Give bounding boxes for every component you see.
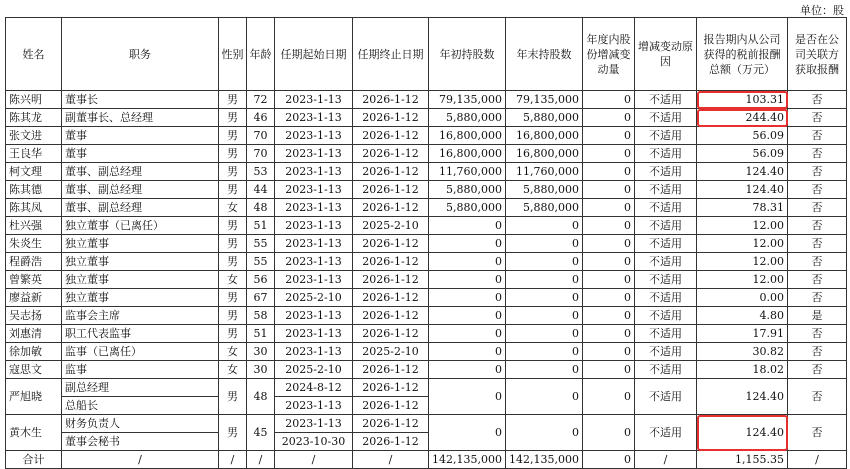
cell-share-change: 0 — [583, 289, 635, 307]
cell-related-pay: 否 — [788, 217, 847, 235]
cell-shares-end: 11,760,000 — [506, 163, 583, 181]
cell-shares-end: 0 — [506, 289, 583, 307]
header-term-start: 任期起始日期 — [275, 18, 353, 91]
cell-gender: 男 — [219, 217, 247, 235]
header-shares-begin: 年初持股数 — [429, 18, 506, 91]
cell-position: 独立董事 — [62, 271, 219, 289]
cell-shares-begin: 0 — [429, 217, 506, 235]
cell-age: 55 — [247, 235, 275, 253]
cell-term-end: 2026-1-12 — [353, 253, 429, 271]
cell-position: 独立董事 — [62, 289, 219, 307]
cell-gender: 男 — [219, 325, 247, 343]
cell-change-reason: 不适用 — [635, 415, 697, 451]
cell-shares-end: 0 — [506, 325, 583, 343]
cell-shares-end: 5,880,000 — [506, 181, 583, 199]
cell-shares-begin: 0 — [429, 253, 506, 271]
cell-related-pay: 否 — [788, 109, 847, 127]
table-row — [6, 145, 847, 163]
cell-change-reason: 不适用 — [635, 91, 697, 109]
cell-term-start: 2025-2-10 — [275, 289, 353, 307]
cell-name: 柯文理 — [6, 163, 62, 181]
cell-term-start: 2023-1-13 — [275, 199, 353, 217]
cell-share-change: 0 — [583, 235, 635, 253]
cell-pay: 56.09 — [697, 127, 788, 145]
cell-gender: 男 — [219, 127, 247, 145]
total-cell-age: / — [247, 451, 275, 469]
cell-term-end: 2026-1-12 — [353, 289, 429, 307]
table-row — [6, 343, 847, 361]
cell-term-start: 2024-8-12 — [275, 379, 353, 397]
cell-name: 寇思文 — [6, 361, 62, 379]
cell-shares-begin: 16,800,000 — [429, 145, 506, 163]
cell-age: 67 — [247, 289, 275, 307]
table-row — [6, 181, 847, 199]
cell-shares-begin: 11,760,000 — [429, 163, 506, 181]
cell-term-end: 2026-1-12 — [353, 235, 429, 253]
cell-name: 陈其德 — [6, 181, 62, 199]
cell-position: 董事、副总经理 — [62, 199, 219, 217]
cell-gender: 男 — [219, 307, 247, 325]
cell-related-pay: 否 — [788, 145, 847, 163]
cell-pay: 124.40 — [697, 379, 788, 415]
cell-gender: 男 — [219, 91, 247, 109]
cell-term-start: 2023-10-30 — [275, 433, 353, 451]
cell-position: 独立董事（已离任） — [62, 217, 219, 235]
cell-shares-end: 16,800,000 — [506, 145, 583, 163]
cell-name: 陈兴明 — [6, 91, 62, 109]
cell-change-reason: 不适用 — [635, 289, 697, 307]
cell-pay: 124.40 — [697, 163, 788, 181]
cell-shares-begin: 5,880,000 — [429, 109, 506, 127]
cell-position: 董事、副总经理 — [62, 181, 219, 199]
cell-gender: 男 — [219, 235, 247, 253]
cell-change-reason: 不适用 — [635, 325, 697, 343]
cell-share-change: 0 — [583, 379, 635, 415]
cell-term-end: 2026-1-12 — [353, 127, 429, 145]
cell-pay: 124.40 — [697, 415, 788, 451]
cell-term-end: 2026-1-12 — [353, 433, 429, 451]
cell-related-pay: 否 — [788, 361, 847, 379]
cell-name: 陈其龙 — [6, 109, 62, 127]
cell-change-reason: 不适用 — [635, 109, 697, 127]
cell-term-start: 2023-1-13 — [275, 91, 353, 109]
table-row — [6, 217, 847, 235]
cell-pay: 0.00 — [697, 289, 788, 307]
cell-shares-end: 0 — [506, 217, 583, 235]
cell-term-end: 2026-1-12 — [353, 145, 429, 163]
cell-shares-end: 0 — [506, 253, 583, 271]
cell-share-change: 0 — [583, 361, 635, 379]
cell-position: 董事长 — [62, 91, 219, 109]
cell-term-start: 2023-1-13 — [275, 253, 353, 271]
cell-change-reason: 不适用 — [635, 379, 697, 415]
cell-gender: 男 — [219, 253, 247, 271]
cell-age: 30 — [247, 361, 275, 379]
table-row — [6, 307, 847, 325]
cell-shares-begin: 5,880,000 — [429, 199, 506, 217]
header-gender: 性别 — [219, 18, 247, 91]
cell-related-pay: 否 — [788, 199, 847, 217]
header-shares-end: 年末持股数 — [506, 18, 583, 91]
cell-position: 总船长 — [62, 397, 219, 415]
cell-term-start: 2023-1-13 — [275, 271, 353, 289]
table-row — [6, 379, 847, 397]
cell-gender: 女 — [219, 361, 247, 379]
cell-name: 廖益新 — [6, 289, 62, 307]
header-name: 姓名 — [6, 18, 62, 91]
cell-share-change: 0 — [583, 217, 635, 235]
cell-change-reason: 不适用 — [635, 343, 697, 361]
cell-term-start: 2023-1-13 — [275, 217, 353, 235]
table-row — [6, 127, 847, 145]
cell-term-end: 2026-1-12 — [353, 91, 429, 109]
cell-related-pay: 否 — [788, 127, 847, 145]
table-row — [6, 163, 847, 181]
cell-gender: 男 — [219, 109, 247, 127]
cell-age: 30 — [247, 343, 275, 361]
total-cell-position: / — [62, 451, 219, 469]
cell-share-change: 0 — [583, 109, 635, 127]
cell-gender: 女 — [219, 199, 247, 217]
cell-share-change: 0 — [583, 253, 635, 271]
cell-shares-begin: 5,880,000 — [429, 181, 506, 199]
header-row — [6, 18, 847, 91]
cell-term-start: 2023-1-13 — [275, 343, 353, 361]
cell-shares-end: 0 — [506, 343, 583, 361]
cell-name: 陈其凤 — [6, 199, 62, 217]
cell-age: 58 — [247, 307, 275, 325]
cell-term-end: 2026-1-12 — [353, 199, 429, 217]
total-cell-change-reason: / — [635, 451, 697, 469]
header-share-change: 年度内股份增减变动量 — [583, 18, 635, 91]
cell-shares-end: 0 — [506, 379, 583, 415]
cell-shares-end: 16,800,000 — [506, 127, 583, 145]
cell-related-pay: 否 — [788, 271, 847, 289]
cell-term-end: 2026-1-12 — [353, 379, 429, 397]
cell-term-end: 2025-2-10 — [353, 343, 429, 361]
cell-related-pay: 否 — [788, 253, 847, 271]
cell-shares-end: 0 — [506, 415, 583, 451]
cell-pay: 124.40 — [697, 181, 788, 199]
cell-age: 56 — [247, 271, 275, 289]
cell-shares-end: 5,880,000 — [506, 199, 583, 217]
cell-age: 72 — [247, 91, 275, 109]
cell-term-start: 2023-1-13 — [275, 163, 353, 181]
cell-gender: 女 — [219, 271, 247, 289]
cell-pay: 103.31 — [697, 91, 788, 109]
cell-position: 董事 — [62, 127, 219, 145]
cell-age: 53 — [247, 163, 275, 181]
cell-gender: 女 — [219, 343, 247, 361]
cell-related-pay: 否 — [788, 235, 847, 253]
cell-shares-begin: 16,800,000 — [429, 127, 506, 145]
cell-shares-begin: 79,135,000 — [429, 91, 506, 109]
cell-shares-begin: 0 — [429, 325, 506, 343]
cell-pay: 78.31 — [697, 199, 788, 217]
total-cell-shares-begin: 142,135,000 — [429, 451, 506, 469]
cell-related-pay: 否 — [788, 415, 847, 451]
table-row — [6, 415, 847, 433]
table-row — [6, 235, 847, 253]
cell-term-end: 2026-1-12 — [353, 397, 429, 415]
cell-share-change: 0 — [583, 181, 635, 199]
cell-share-change: 0 — [583, 199, 635, 217]
cell-change-reason: 不适用 — [635, 217, 697, 235]
table-row — [6, 289, 847, 307]
cell-position: 副董事长、总经理 — [62, 109, 219, 127]
cell-pay: 4.80 — [697, 307, 788, 325]
cell-shares-begin: 0 — [429, 343, 506, 361]
cell-related-pay: 否 — [788, 379, 847, 415]
total-cell-share-change: 0 — [583, 451, 635, 469]
cell-age: 51 — [247, 325, 275, 343]
cell-pay: 244.40 — [697, 109, 788, 127]
cell-term-end: 2026-1-12 — [353, 163, 429, 181]
cell-position: 监事（已离任） — [62, 343, 219, 361]
table-row — [6, 325, 847, 343]
cell-related-pay: 否 — [788, 91, 847, 109]
cell-position: 董事、副总经理 — [62, 163, 219, 181]
header-term-end: 任期终止日期 — [353, 18, 429, 91]
cell-name: 刘惠清 — [6, 325, 62, 343]
cell-share-change: 0 — [583, 271, 635, 289]
cell-name: 程爵浩 — [6, 253, 62, 271]
cell-gender: 男 — [219, 415, 247, 451]
total-cell-gender: / — [219, 451, 247, 469]
header-related-pay: 是否在公司关联方获取报酬 — [788, 18, 847, 91]
cell-shares-end: 0 — [506, 361, 583, 379]
cell-age: 70 — [247, 127, 275, 145]
cell-position: 独立董事 — [62, 253, 219, 271]
cell-position: 董事会秘书 — [62, 433, 219, 451]
cell-shares-begin: 0 — [429, 235, 506, 253]
cell-gender: 男 — [219, 145, 247, 163]
cell-gender: 男 — [219, 379, 247, 415]
cell-share-change: 0 — [583, 145, 635, 163]
cell-term-end: 2026-1-12 — [353, 109, 429, 127]
cell-name: 黄木生 — [6, 415, 62, 451]
cell-term-end: 2025-2-10 — [353, 217, 429, 235]
table-row — [6, 361, 847, 379]
cell-position: 独立董事 — [62, 235, 219, 253]
cell-term-start: 2023-1-13 — [275, 325, 353, 343]
cell-name: 严旭晓 — [6, 379, 62, 415]
cell-position: 副总经理 — [62, 379, 219, 397]
cell-term-start: 2023-1-13 — [275, 307, 353, 325]
cell-pay: 12.00 — [697, 217, 788, 235]
table-row — [6, 91, 847, 109]
total-cell-name: 合计 — [6, 451, 62, 469]
cell-change-reason: 不适用 — [635, 181, 697, 199]
cell-change-reason: 不适用 — [635, 127, 697, 145]
cell-age: 45 — [247, 415, 275, 451]
cell-share-change: 0 — [583, 307, 635, 325]
unit-label: 单位：股 — [800, 4, 844, 17]
cell-age: 48 — [247, 199, 275, 217]
table-row — [6, 199, 847, 217]
cell-related-pay: 否 — [788, 343, 847, 361]
cell-term-end: 2026-1-12 — [353, 181, 429, 199]
cell-change-reason: 不适用 — [635, 271, 697, 289]
cell-term-start: 2025-2-10 — [275, 361, 353, 379]
cell-age: 48 — [247, 379, 275, 415]
cell-pay: 12.00 — [697, 271, 788, 289]
cell-shares-begin: 0 — [429, 271, 506, 289]
cell-related-pay: 否 — [788, 181, 847, 199]
cell-position: 职工代表监事 — [62, 325, 219, 343]
total-cell-term-end: / — [353, 451, 429, 469]
cell-term-end: 2026-1-12 — [353, 361, 429, 379]
total-row — [6, 451, 847, 469]
cell-change-reason: 不适用 — [635, 307, 697, 325]
cell-name: 朱炎生 — [6, 235, 62, 253]
cell-shares-begin: 0 — [429, 289, 506, 307]
cell-shares-end: 0 — [506, 235, 583, 253]
cell-name: 杜兴强 — [6, 217, 62, 235]
total-cell-shares-end: 142,135,000 — [506, 451, 583, 469]
cell-term-end: 2026-1-12 — [353, 271, 429, 289]
cell-change-reason: 不适用 — [635, 361, 697, 379]
cell-name: 曾繁英 — [6, 271, 62, 289]
header-change-reason: 增减变动原因 — [635, 18, 697, 91]
cell-related-pay: 否 — [788, 163, 847, 181]
cell-position: 董事 — [62, 145, 219, 163]
cell-share-change: 0 — [583, 415, 635, 451]
total-cell-term-start: / — [275, 451, 353, 469]
cell-shares-end: 0 — [506, 271, 583, 289]
table-row — [6, 253, 847, 271]
cell-term-start: 2023-1-13 — [275, 397, 353, 415]
cell-pay: 30.82 — [697, 343, 788, 361]
cell-name: 王良华 — [6, 145, 62, 163]
cell-age: 44 — [247, 181, 275, 199]
cell-gender: 男 — [219, 181, 247, 199]
cell-pay: 56.09 — [697, 145, 788, 163]
cell-related-pay: 否 — [788, 325, 847, 343]
total-cell-pay: 1,155.35 — [697, 451, 788, 469]
cell-related-pay: 否 — [788, 289, 847, 307]
cell-shares-end: 79,135,000 — [506, 91, 583, 109]
cell-term-end: 2026-1-12 — [353, 325, 429, 343]
cell-shares-end: 5,880,000 — [506, 109, 583, 127]
cell-change-reason: 不适用 — [635, 235, 697, 253]
executive-table — [5, 17, 847, 469]
cell-related-pay: 是 — [788, 307, 847, 325]
cell-term-start: 2023-1-13 — [275, 109, 353, 127]
cell-term-end: 2026-1-12 — [353, 307, 429, 325]
table-row — [6, 109, 847, 127]
cell-age: 51 — [247, 217, 275, 235]
cell-term-start: 2023-1-13 — [275, 181, 353, 199]
total-cell-related-pay: / — [788, 451, 847, 469]
cell-age: 46 — [247, 109, 275, 127]
cell-shares-begin: 0 — [429, 307, 506, 325]
table-row — [6, 271, 847, 289]
cell-shares-begin: 0 — [429, 361, 506, 379]
header-age: 年龄 — [247, 18, 275, 91]
cell-share-change: 0 — [583, 343, 635, 361]
cell-term-start: 2023-1-13 — [275, 145, 353, 163]
cell-shares-begin: 0 — [429, 415, 506, 451]
cell-term-start: 2023-1-13 — [275, 235, 353, 253]
cell-name: 吴志扬 — [6, 307, 62, 325]
cell-term-start: 2023-1-13 — [275, 415, 353, 433]
cell-term-start: 2023-1-13 — [275, 127, 353, 145]
cell-change-reason: 不适用 — [635, 163, 697, 181]
cell-share-change: 0 — [583, 91, 635, 109]
cell-pay: 18.02 — [697, 361, 788, 379]
cell-gender: 男 — [219, 163, 247, 181]
cell-pay: 17.91 — [697, 325, 788, 343]
cell-name: 徐加敏 — [6, 343, 62, 361]
header-pay: 报告期内从公司获得的税前报酬总额（万元） — [697, 18, 788, 91]
cell-share-change: 0 — [583, 127, 635, 145]
cell-change-reason: 不适用 — [635, 199, 697, 217]
cell-shares-begin: 0 — [429, 379, 506, 415]
cell-age: 70 — [247, 145, 275, 163]
cell-term-end: 2026-1-12 — [353, 415, 429, 433]
cell-shares-end: 0 — [506, 307, 583, 325]
cell-gender: 男 — [219, 289, 247, 307]
cell-change-reason: 不适用 — [635, 145, 697, 163]
cell-name: 张文进 — [6, 127, 62, 145]
header-position: 职务 — [62, 18, 219, 91]
cell-age: 55 — [247, 253, 275, 271]
cell-position: 财务负责人 — [62, 415, 219, 433]
cell-share-change: 0 — [583, 163, 635, 181]
cell-pay: 12.00 — [697, 253, 788, 271]
cell-position: 监事 — [62, 361, 219, 379]
cell-pay: 12.00 — [697, 235, 788, 253]
cell-share-change: 0 — [583, 325, 635, 343]
cell-change-reason: 不适用 — [635, 253, 697, 271]
cell-position: 监事会主席 — [62, 307, 219, 325]
